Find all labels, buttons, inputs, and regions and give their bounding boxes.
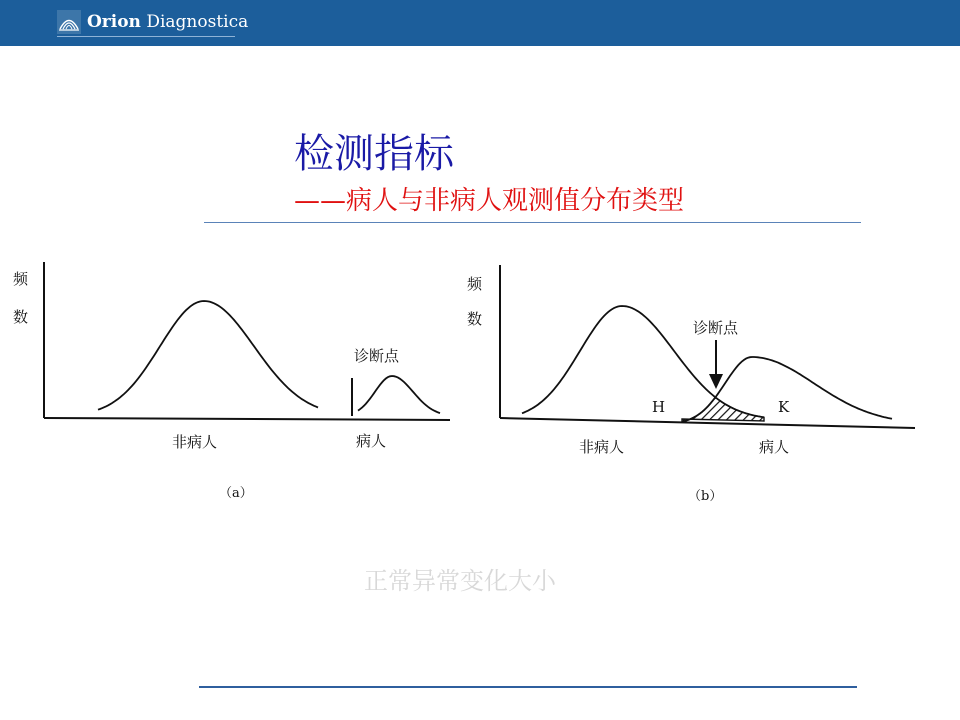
- distribution-diagram-a: [0, 240, 483, 520]
- distribution-diagram-b: [467, 240, 960, 520]
- chart-b-left-tail-label: H: [652, 398, 666, 416]
- chart-b-right-tail-label: K: [778, 398, 790, 416]
- chart-b-non-patient-label: 非病人: [579, 438, 625, 456]
- chart-a-patient-label: 病人: [356, 432, 387, 450]
- brand-underline: [57, 36, 235, 37]
- chart-b-patient-label: 病人: [759, 438, 790, 456]
- faint-note: 正常异常变化大小: [364, 567, 556, 595]
- chart-a-cutoff-label: 诊断点: [354, 347, 400, 365]
- chart-b-ylabel-bottom: 数: [467, 310, 483, 328]
- chart-a-non-patient-curve: [98, 301, 318, 410]
- chart-a-caption: （a）: [219, 486, 253, 501]
- chart-b-cutoff-label: 诊断点: [693, 319, 739, 337]
- chart-b-cutoff-arrow-head: [709, 374, 723, 389]
- brand-name: [87, 8, 248, 36]
- chart-a-ylabel-top: 频: [13, 270, 29, 288]
- brand-logo: [57, 8, 248, 36]
- chart-b-caption: （b）: [688, 489, 723, 504]
- slide-subtitle: ——病人与非病人观测值分布类型: [294, 186, 685, 216]
- slide-title: 检测指标: [294, 131, 454, 177]
- brand-name-rest: Diagnostica: [140, 12, 249, 32]
- chart-a-ylabel-bottom: 数: [13, 308, 29, 326]
- chart-b-ylabel-top: 频: [467, 275, 483, 293]
- brand-name-bold: Orion: [87, 12, 141, 32]
- orion-logo-icon: [57, 10, 81, 34]
- title-divider: [204, 222, 861, 223]
- chart-a-non-patient-label: 非病人: [172, 433, 218, 451]
- footer-divider: [199, 686, 857, 688]
- chart-a-x-axis: [44, 418, 450, 420]
- chart-a-patient-curve: [358, 376, 440, 413]
